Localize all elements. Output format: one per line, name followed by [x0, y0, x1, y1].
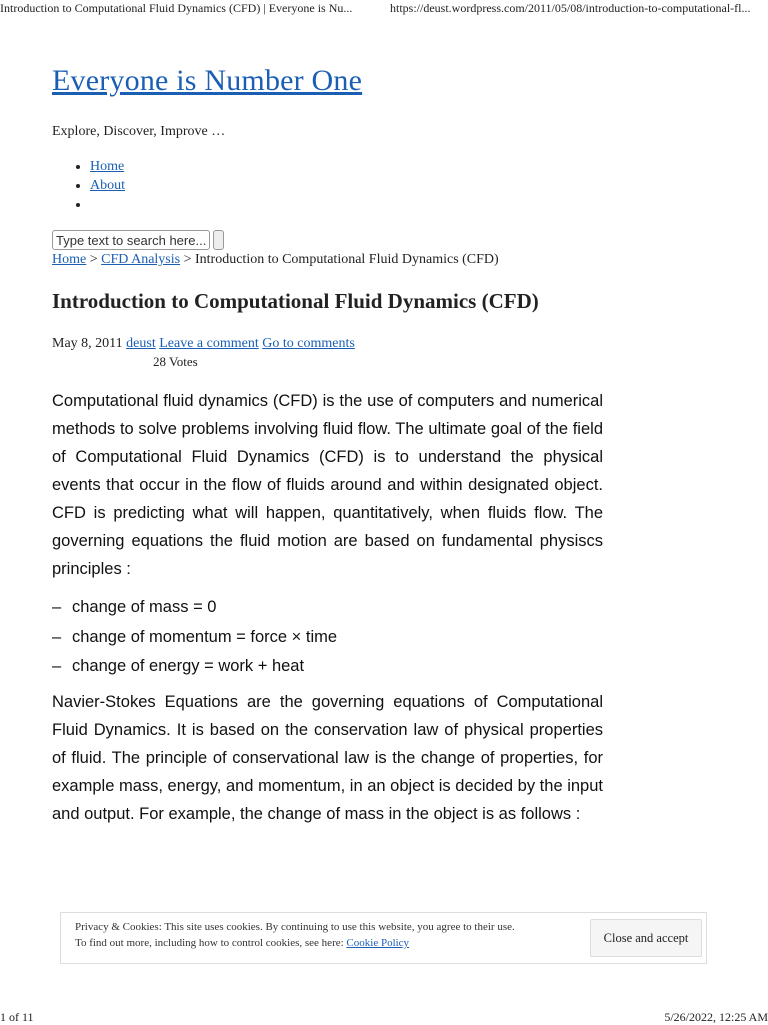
print-header-page-title: Introduction to Computational Fluid Dynamics (CFD) | Everyone is Nu...	[0, 1, 353, 15]
breadcrumb	[52, 252, 499, 268]
nav-item-home	[90, 157, 125, 176]
breadcrumb-current: Introduction to Computational Fluid Dynamics (CFD)	[195, 252, 499, 267]
go-to-comments-link[interactable]: Go to comments	[262, 336, 355, 351]
post-author-link[interactable]: deust	[126, 336, 156, 351]
list-item-text: change of energy = work + heat	[72, 657, 305, 675]
post-paragraph: Computational fluid dynamics (CFD) is the use of computers and numerical methods to solve problems involving fluid flow. The ultimate goal of the field of Computational Fluid Dynamics (CFD) is to understand the physical events that occur in the flow of fluids around and within designated object. CFD is predicting what will happen, quantitatively, when fluids flow. The governing equations the fluid motion are based on fundamental physiscs principles :	[52, 392, 603, 578]
breadcrumb-home-link[interactable]: Home	[52, 252, 87, 267]
main-nav	[52, 157, 125, 214]
print-header-url: https://deust.wordpress.com/2011/05/08/introduction-to-computational-fl...	[390, 1, 751, 15]
nav-item-empty	[90, 195, 125, 214]
close-and-accept-button[interactable]: Close and accept	[590, 919, 702, 957]
list-item	[52, 652, 603, 682]
breadcrumb-separator: >	[180, 252, 195, 267]
site-tagline: Explore, Discover, Improve …	[52, 124, 226, 139]
list-item-text: change of mass = 0	[72, 598, 217, 616]
list-dash: –	[52, 657, 62, 675]
cookie-notice-prefix: To find out more, including how to control cookies, see here:	[75, 937, 347, 949]
print-footer-timestamp: 5/26/2022, 12:25 AM	[664, 1010, 768, 1024]
nav-link-about[interactable]: About	[90, 178, 125, 193]
list-dash: –	[52, 598, 62, 616]
list-item	[52, 623, 603, 653]
post-content	[52, 387, 603, 828]
cookie-banner	[60, 912, 707, 964]
cookie-policy-link[interactable]: Cookie Policy	[346, 937, 410, 949]
list-item	[52, 593, 603, 623]
leave-comment-link[interactable]: Leave a comment	[159, 336, 259, 351]
breadcrumb-separator: >	[86, 252, 102, 267]
breadcrumb-category-link[interactable]: CFD Analysis	[101, 252, 181, 267]
post-title: Introduction to Computational Fluid Dynamics (CFD)	[52, 289, 539, 313]
search-input[interactable]	[52, 230, 210, 250]
post-meta	[52, 336, 355, 352]
nav-link-home[interactable]: Home	[90, 159, 125, 174]
list-item-text: change of momentum = force × time	[72, 627, 338, 646]
search-form	[52, 230, 210, 250]
nav-item-about	[90, 176, 125, 195]
principles-list	[52, 593, 603, 682]
post-paragraph: Navier-Stokes Equations are the governing equations of Computational Fluid Dynamics. It is based on the conservation law of physical properties of fluid. The principle of conservational law is the change of properties, for example mass, energy, and momentum, in an object is decided by the input and output. For example, the change of mass in the object is as follows :	[52, 692, 603, 823]
print-footer-page-count: 1 of 11	[0, 1010, 34, 1024]
cookie-notice-line2	[75, 937, 409, 949]
list-dash: –	[52, 627, 62, 646]
vote-count: 28 Votes	[153, 354, 198, 369]
search-button[interactable]	[213, 230, 224, 250]
site-title-link[interactable]: Everyone is Number One	[52, 64, 363, 97]
post-date: May 8, 2011	[52, 336, 123, 351]
cookie-notice-text: Privacy & Cookies: This site uses cookies. By continuing to use this website, you agree to their use.	[75, 921, 515, 933]
